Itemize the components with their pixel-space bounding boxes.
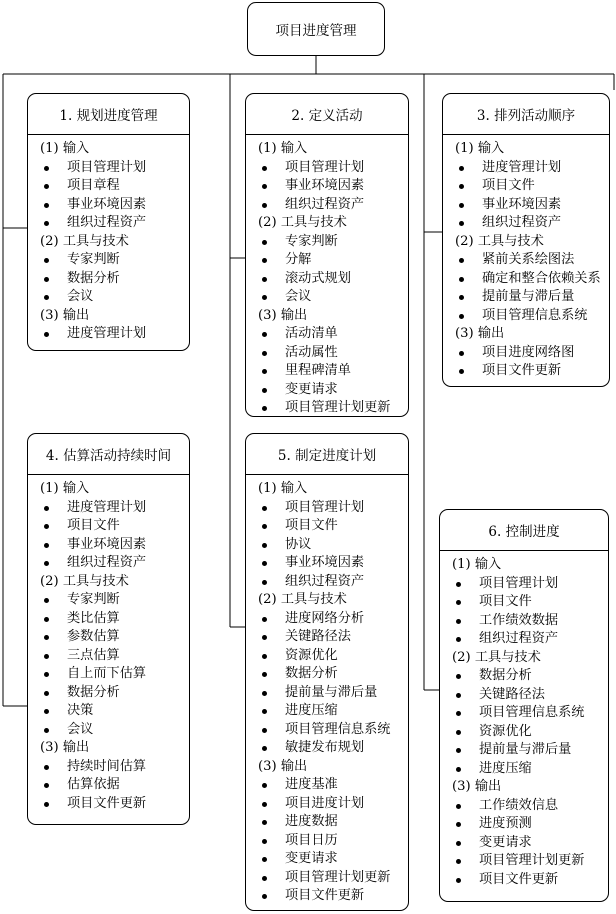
- bullet-icon: [262, 543, 267, 548]
- list-item-label: 关键路径法: [285, 629, 351, 644]
- section-header: (3) 输出: [40, 740, 90, 755]
- list-item: [28, 684, 189, 703]
- list-item: [246, 288, 408, 307]
- list-item: [246, 795, 408, 814]
- list-item-label: 变更请求: [285, 851, 338, 866]
- bullet-icon: [262, 166, 267, 171]
- list-item-label: 项目管理计划更新: [479, 853, 585, 868]
- bullet-icon: [44, 709, 49, 714]
- list-item: [28, 721, 189, 740]
- bullet-icon: [262, 258, 267, 263]
- bullet-icon: [459, 351, 464, 356]
- bullet-icon: [262, 351, 267, 356]
- bullet-icon: [44, 221, 49, 226]
- root-title: 项目进度管理: [275, 23, 357, 39]
- bullet-icon: [456, 878, 461, 883]
- bullet-icon: [459, 277, 464, 282]
- section-header: (2) 工具与技术: [40, 573, 129, 589]
- list-item-label: 进度管理计划: [67, 326, 147, 341]
- list-item-label: 自上而下估算: [67, 666, 147, 681]
- bullet-icon: [44, 524, 49, 529]
- list-item-label: 进度管理计划: [67, 499, 147, 515]
- list-item-label: 滚动式规划: [285, 270, 351, 286]
- list-item: [246, 344, 408, 363]
- list-item: [28, 665, 189, 684]
- list-item-label: 组织过程资产: [482, 215, 562, 230]
- list-item-label: 事业环境因素: [285, 178, 365, 193]
- list-item-label: 三点估算: [67, 647, 120, 663]
- bullet-icon: [456, 822, 461, 827]
- bullet-icon: [262, 876, 267, 881]
- bullet-icon: [44, 277, 49, 282]
- list-item: [28, 591, 189, 610]
- list-item: [246, 159, 408, 178]
- section-header: (1) 输入: [258, 481, 308, 496]
- process-box-4: [27, 433, 190, 825]
- list-item: [246, 362, 408, 381]
- list-item-label: 项目文件: [285, 518, 338, 533]
- list-item: [246, 647, 408, 666]
- list-item-label: 项目管理计划: [285, 159, 365, 175]
- bullet-icon: [262, 728, 267, 733]
- list-item: [246, 196, 408, 215]
- list-item-label: 组织过程资产: [285, 196, 365, 212]
- list-item-label: 资源优化: [285, 647, 338, 663]
- list-item: [443, 251, 609, 270]
- list-item-label: 项目管理信息系统: [479, 705, 585, 720]
- list-item: [28, 177, 189, 196]
- list-item: [246, 554, 408, 573]
- list-item-label: 类比估算: [67, 610, 120, 626]
- bullet-icon: [262, 184, 267, 189]
- bullet-icon: [459, 203, 464, 208]
- list-item: [246, 499, 408, 518]
- list-item-label: 组织过程资产: [479, 631, 559, 646]
- list-item-label: 进度数据: [285, 814, 338, 829]
- list-item: [246, 517, 408, 536]
- list-item: [246, 573, 408, 592]
- list-item-label: 紧前关系绘图法: [482, 252, 575, 267]
- list-item-label: 项目进度网络图: [482, 344, 575, 360]
- process-title: 5. 制定进度计划: [246, 434, 408, 475]
- list-item-label: 提前量与滞后量: [285, 684, 378, 700]
- list-item: [28, 517, 189, 536]
- list-item: [28, 270, 189, 289]
- list-item-label: 提前量与滞后量: [479, 742, 572, 757]
- section-header: (2) 工具与技术: [40, 233, 129, 249]
- list-item-label: 确定和整合依赖关系: [482, 270, 601, 286]
- process-title: 6. 控制进度: [440, 510, 608, 551]
- list-item-label: 分解: [285, 252, 312, 267]
- list-item-label: 项目文件更新: [479, 871, 559, 887]
- list-item-label: 项目章程: [67, 178, 120, 193]
- list-item-label: 进度网络分析: [285, 610, 365, 626]
- list-item-label: 事业环境因素: [482, 196, 562, 212]
- list-item-label: 进度基准: [285, 777, 338, 792]
- list-item: [440, 575, 608, 594]
- list-item: [440, 760, 608, 779]
- list-item-label: 关键路径法: [479, 686, 545, 702]
- list-item: [246, 869, 408, 888]
- list-item: [440, 612, 608, 631]
- bullet-icon: [44, 561, 49, 566]
- list-item: [28, 628, 189, 647]
- section-header: (1) 输入: [452, 557, 502, 572]
- bullet-icon: [262, 561, 267, 566]
- list-item: [246, 325, 408, 344]
- root-node: [247, 2, 385, 56]
- bullet-icon: [456, 804, 461, 809]
- list-item: [246, 776, 408, 795]
- process-box-6: [439, 509, 609, 902]
- list-item-label: 进度管理计划: [482, 159, 562, 175]
- section-header: (3) 输出: [258, 307, 308, 323]
- list-item: [440, 741, 608, 760]
- list-item-label: 组织过程资产: [285, 573, 365, 589]
- list-item: [246, 628, 408, 647]
- list-item: [28, 214, 189, 233]
- list-item-label: 项目进度计划: [285, 795, 365, 811]
- process-content: [246, 140, 408, 418]
- list-item: [246, 610, 408, 629]
- section-header: (2) 工具与技术: [452, 649, 541, 665]
- bullet-icon: [262, 295, 267, 300]
- list-item-label: 项目文件更新: [482, 363, 562, 378]
- bullet-icon: [262, 524, 267, 529]
- process-box-3: [442, 93, 610, 387]
- section-header: (2) 工具与技术: [455, 233, 544, 249]
- bullet-icon: [262, 691, 267, 696]
- list-item-label: 事业环境因素: [67, 196, 147, 212]
- list-item-label: 专家判断: [285, 233, 338, 249]
- list-item: [440, 815, 608, 834]
- list-item-label: 项目文件更新: [285, 888, 365, 903]
- bullet-icon: [262, 802, 267, 807]
- list-item: [246, 177, 408, 196]
- bullet-icon: [262, 654, 267, 659]
- list-item-label: 专家判断: [67, 252, 120, 267]
- bullet-icon: [456, 859, 461, 864]
- list-item-label: 估算依据: [67, 777, 120, 792]
- list-item-label: 事业环境因素: [285, 555, 365, 570]
- section-header: (3) 输出: [258, 758, 308, 774]
- bullet-icon: [44, 295, 49, 300]
- list-item: [443, 307, 609, 326]
- list-item-label: 项目管理信息系统: [285, 721, 391, 737]
- list-item: [246, 270, 408, 289]
- list-item: [443, 288, 609, 307]
- list-item-label: 数据分析: [67, 684, 120, 700]
- section-header: (2) 工具与技术: [258, 215, 347, 230]
- list-item: [246, 251, 408, 270]
- list-item: [28, 159, 189, 178]
- list-item-label: 数据分析: [479, 668, 532, 683]
- bullet-icon: [456, 619, 461, 624]
- bullet-icon: [262, 277, 267, 282]
- list-item-label: 资源优化: [479, 723, 532, 739]
- list-item: [246, 739, 408, 758]
- list-item-label: 项目日历: [285, 832, 338, 848]
- list-item-label: 专家判断: [67, 592, 120, 607]
- bullet-icon: [44, 166, 49, 171]
- bullet-icon: [456, 748, 461, 753]
- list-item: [246, 665, 408, 684]
- list-item: [443, 362, 609, 381]
- bullet-icon: [459, 221, 464, 226]
- list-item: [443, 270, 609, 289]
- list-item: [440, 723, 608, 742]
- section-header: (1) 输入: [40, 141, 90, 156]
- bullet-icon: [456, 767, 461, 772]
- list-item: [28, 776, 189, 795]
- list-item: [440, 704, 608, 723]
- list-item: [28, 536, 189, 555]
- bullet-icon: [44, 543, 49, 548]
- bullet-icon: [456, 637, 461, 642]
- bullet-icon: [44, 598, 49, 603]
- list-item: [443, 344, 609, 363]
- process-box-1: [27, 93, 190, 351]
- list-item: [443, 159, 609, 178]
- list-item-label: 组织过程资产: [67, 215, 147, 230]
- bullet-icon: [262, 746, 267, 751]
- list-item: [28, 251, 189, 270]
- bullet-icon: [262, 406, 267, 411]
- bullet-icon: [44, 783, 49, 788]
- bullet-icon: [262, 369, 267, 374]
- bullet-icon: [262, 617, 267, 622]
- bullet-icon: [456, 711, 461, 716]
- bullet-icon: [459, 314, 464, 319]
- list-item: [246, 399, 408, 418]
- bullet-icon: [459, 295, 464, 300]
- bullet-icon: [456, 600, 461, 605]
- list-item: [443, 214, 609, 233]
- list-item: [440, 871, 608, 890]
- bullet-icon: [262, 240, 267, 245]
- process-title: 4. 估算活动持续时间: [28, 434, 189, 475]
- bullet-icon: [262, 857, 267, 862]
- list-item: [440, 667, 608, 686]
- list-item: [246, 832, 408, 851]
- list-item-label: 里程碑清单: [285, 363, 351, 378]
- bullet-icon: [262, 203, 267, 208]
- list-item: [246, 233, 408, 252]
- list-item: [440, 593, 608, 612]
- bullet-icon: [456, 582, 461, 587]
- bullet-icon: [44, 635, 49, 640]
- section-header: (1) 输入: [258, 141, 308, 156]
- list-item: [28, 795, 189, 814]
- bullet-icon: [459, 184, 464, 189]
- process-title: 1. 规划进度管理: [28, 94, 189, 135]
- list-item: [443, 177, 609, 196]
- bullet-icon: [262, 672, 267, 677]
- list-item-label: 项目文件: [67, 518, 120, 533]
- list-item: [28, 610, 189, 629]
- list-item: [246, 536, 408, 555]
- bullet-icon: [44, 802, 49, 807]
- list-item-label: 项目文件更新: [67, 795, 147, 811]
- list-item-label: 项目管理信息系统: [482, 307, 588, 323]
- section-header: (3) 输出: [455, 326, 505, 341]
- list-item-label: 进度压缩: [479, 760, 532, 776]
- list-item-label: 敏捷发布规划: [285, 740, 365, 755]
- list-item-label: 项目管理计划: [285, 499, 365, 515]
- bullet-icon: [44, 258, 49, 263]
- list-item: [440, 797, 608, 816]
- list-item: [443, 196, 609, 215]
- bullet-icon: [262, 783, 267, 788]
- process-title: 2. 定义活动: [246, 94, 408, 135]
- bullet-icon: [262, 894, 267, 899]
- list-item: [440, 686, 608, 705]
- list-item: [28, 702, 189, 721]
- bullet-icon: [262, 709, 267, 714]
- list-item: [28, 196, 189, 215]
- list-item-label: 活动清单: [285, 326, 338, 341]
- bullet-icon: [262, 580, 267, 585]
- process-box-5: [245, 433, 409, 911]
- list-item-label: 提前量与滞后量: [482, 289, 575, 304]
- list-item-label: 变更请求: [479, 834, 532, 850]
- section-header: (3) 输出: [40, 307, 90, 323]
- list-item-label: 会议: [67, 289, 94, 304]
- list-item-label: 会议: [285, 289, 312, 304]
- list-item-label: 项目管理计划更新: [285, 400, 391, 415]
- list-item: [246, 850, 408, 869]
- bullet-icon: [262, 332, 267, 337]
- section-header: (1) 输入: [40, 481, 90, 496]
- list-item-label: 进度压缩: [285, 703, 338, 718]
- process-content: [28, 480, 189, 813]
- list-item-label: 变更请求: [285, 381, 338, 397]
- bullet-icon: [262, 635, 267, 640]
- bullet-icon: [44, 765, 49, 770]
- list-item: [28, 554, 189, 573]
- bullet-icon: [44, 672, 49, 677]
- list-item-label: 工作绩效数据: [479, 612, 559, 628]
- list-item: [440, 630, 608, 649]
- process-box-2: [245, 93, 409, 417]
- list-item-label: 数据分析: [285, 666, 338, 681]
- bullet-icon: [44, 654, 49, 659]
- section-header: (3) 输出: [452, 779, 502, 794]
- process-content: [443, 140, 609, 381]
- list-item: [28, 325, 189, 344]
- list-item-label: 项目管理计划: [479, 575, 559, 591]
- list-item-label: 会议: [67, 721, 94, 737]
- section-header: (2) 工具与技术: [258, 592, 347, 607]
- list-item: [440, 834, 608, 853]
- list-item-label: 持续时间估算: [67, 758, 147, 774]
- list-item-label: 进度预测: [479, 816, 532, 831]
- list-item: [246, 702, 408, 721]
- bullet-icon: [262, 820, 267, 825]
- list-item-label: 组织过程资产: [67, 555, 147, 570]
- process-content: [246, 480, 408, 906]
- bullet-icon: [456, 674, 461, 679]
- bullet-icon: [262, 506, 267, 511]
- bullet-icon: [262, 388, 267, 393]
- list-item: [246, 684, 408, 703]
- list-item: [28, 288, 189, 307]
- list-item-label: 活动属性: [285, 344, 338, 360]
- list-item: [28, 647, 189, 666]
- list-item-label: 事业环境因素: [67, 536, 147, 552]
- bullet-icon: [262, 839, 267, 844]
- bullet-icon: [44, 506, 49, 511]
- list-item: [246, 887, 408, 906]
- list-item: [28, 499, 189, 518]
- list-item: [440, 852, 608, 871]
- bullet-icon: [456, 841, 461, 846]
- list-item-label: 项目文件: [482, 178, 535, 193]
- list-item: [28, 758, 189, 777]
- list-item: [246, 381, 408, 400]
- process-content: [440, 556, 608, 889]
- bullet-icon: [456, 693, 461, 698]
- list-item-label: 项目文件: [479, 594, 532, 609]
- list-item-label: 参数估算: [67, 629, 120, 644]
- section-header: (1) 输入: [455, 141, 505, 156]
- bullet-icon: [44, 728, 49, 733]
- list-item-label: 决策: [67, 703, 94, 718]
- list-item-label: 项目管理计划: [67, 159, 147, 175]
- list-item: [246, 813, 408, 832]
- list-item: [246, 721, 408, 740]
- process-title: 3. 排列活动顺序: [443, 94, 609, 135]
- bullet-icon: [459, 369, 464, 374]
- list-item-label: 数据分析: [67, 270, 120, 286]
- bullet-icon: [44, 691, 49, 696]
- bullet-icon: [44, 332, 49, 337]
- bullet-icon: [456, 730, 461, 735]
- bullet-icon: [44, 203, 49, 208]
- process-content: [28, 140, 189, 344]
- bullet-icon: [44, 617, 49, 622]
- bullet-icon: [459, 258, 464, 263]
- bullet-icon: [44, 184, 49, 189]
- list-item-label: 协议: [285, 536, 312, 552]
- bullet-icon: [459, 166, 464, 171]
- list-item-label: 项目管理计划更新: [285, 869, 391, 885]
- list-item-label: 工作绩效信息: [479, 797, 559, 813]
